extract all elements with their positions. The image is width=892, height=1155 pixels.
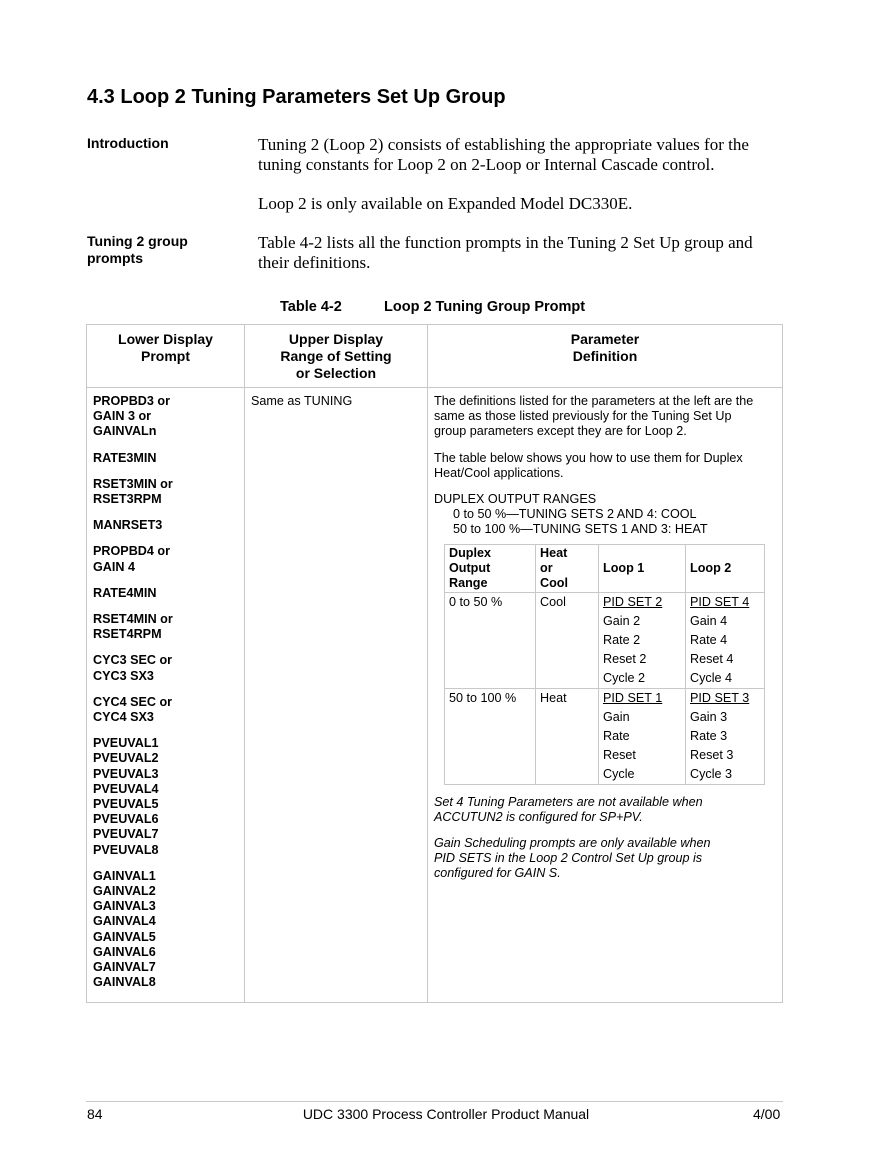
duplex-loop2-values [686, 593, 765, 689]
prompt-name: RSET3MIN or [93, 476, 173, 491]
header-line: or Selection [295, 365, 377, 381]
duplex-header-loop1: Loop 1 [599, 544, 686, 593]
prompt-name: RATE4MIN [93, 585, 157, 600]
definition-paragraph-2 [434, 451, 776, 481]
prompt-name: PVEUVAL5 [93, 797, 159, 812]
prompt-group [93, 518, 238, 533]
text-line: Set 4 Tuning Parameters are not available when [434, 795, 703, 810]
text-line: Gain Scheduling prompts are only available when [434, 835, 711, 850]
header-line: Range of Setting [280, 348, 392, 364]
header-line: Range [449, 576, 488, 591]
prompt-name: GAINVAL5 [93, 929, 156, 944]
cell-text: Cool [540, 595, 566, 610]
text-line: same as those listed previously for the Tuning Set Up [434, 409, 732, 424]
pid-set-label: PID SET 4 [690, 595, 750, 610]
duplex-loop2-values [686, 689, 765, 785]
prompt-name: PVEUVAL3 [93, 766, 159, 781]
cell-text: Reset 2 [603, 652, 647, 667]
duplex-header-row [445, 544, 765, 593]
header-line: Definition [572, 348, 638, 364]
cell-text: Rate 2 [603, 633, 641, 648]
table-row [445, 689, 765, 785]
pid-set-label: PID SET 1 [603, 691, 663, 706]
prompt-name: RSET4MIN or [93, 612, 173, 627]
upper-display-cell: Same as TUNING [245, 388, 428, 1003]
duplex-mode-value [536, 689, 599, 785]
prompt-group [93, 477, 238, 507]
header-upper-display [245, 325, 428, 388]
header-lower-display [87, 325, 245, 388]
prompt-name: CYC3 SEC or [93, 653, 173, 668]
duplex-header-mode [536, 544, 599, 593]
table-caption-title: Loop 2 Tuning Group Prompt [384, 299, 586, 315]
duplex-range-heat: 50 to 100 %—TUNING SETS 1 AND 3: HEAT [453, 522, 708, 537]
manual-title: UDC 3300 Process Controller Product Manual [302, 1106, 590, 1122]
duplex-header-loop2: Loop 2 [686, 544, 765, 593]
prompt-name: GAINVAL2 [93, 884, 156, 899]
prompt-name: PROPBD3 or [93, 394, 170, 408]
header-line: Upper Display [288, 331, 384, 347]
prompt-name: RATE3MIN [93, 450, 157, 465]
prompt-name: RSET3RPM [93, 492, 162, 507]
cell-text: Gain 3 [690, 710, 728, 725]
prompt-name: GAINVAL1 [93, 868, 156, 883]
pid-set-label: PID SET 3 [690, 691, 750, 706]
cell-text: Rate [603, 729, 630, 744]
prompt-group [93, 736, 238, 858]
prompt-name: MANRSET3 [93, 518, 163, 533]
duplex-table [444, 544, 765, 786]
header-line: Heat [540, 545, 568, 560]
prompt-name: CYC4 SEC or [93, 694, 173, 709]
duplex-range-value [445, 593, 536, 689]
prompt-name: GAINVAL7 [93, 960, 156, 975]
prompts-paragraph: Table 4-2 lists all the function prompts in the Tuning 2 Set Up group and their definitions. [258, 233, 753, 272]
duplex-range-cool: 0 to 50 %—TUNING SETS 2 AND 4: COOL [453, 507, 697, 522]
duplex-loop1-values [599, 689, 686, 785]
text-line: configured for GAIN S. [434, 866, 561, 881]
text-line: The table below shows you how to use them for Duplex [434, 450, 743, 465]
note-set4 [434, 795, 776, 825]
prompt-group [93, 451, 238, 466]
duplex-loop1-values [599, 593, 686, 689]
header-line: Lower Display [118, 331, 213, 347]
prompts-heading-line-2: prompts [87, 250, 143, 266]
section-title: 4.3 Loop 2 Tuning Parameters Set Up Group [87, 86, 506, 108]
cell-text: Gain [603, 710, 630, 725]
footer-date: 4/00 [753, 1106, 781, 1122]
cell-text: 50 to 100 % [449, 691, 517, 706]
prompt-name: GAINVAL8 [93, 975, 156, 990]
prompt-name: RSET4RPM [93, 627, 162, 642]
cell-text: Cycle 3 [690, 767, 732, 782]
prompt-name: PVEUVAL2 [93, 751, 159, 766]
intro-heading: Introduction [87, 135, 169, 151]
header-line: Duplex [449, 545, 491, 560]
note-gain-scheduling [434, 836, 776, 882]
prompt-group [93, 695, 238, 725]
prompt-name: GAINVALn [93, 424, 157, 439]
prompt-group [93, 612, 238, 642]
header-line: Cool [540, 576, 568, 591]
cell-text: Cycle 2 [603, 671, 645, 686]
lower-display-cell [87, 388, 245, 1003]
text-line: The definitions listed for the parameters at the left are the [434, 394, 754, 408]
intro-paragraph-1: Tuning 2 (Loop 2) consists of establishing the appropriate values for the tuning constants for Loop 2 on 2-Loop or Internal Cascade control. [258, 135, 749, 174]
duplex-ranges-title: DUPLEX OUTPUT RANGES [434, 492, 597, 507]
cell-text: Cycle 4 [690, 671, 732, 686]
prompt-name: CYC4 SX3 [93, 710, 154, 725]
prompts-heading-line-1: Tuning 2 group [87, 233, 188, 249]
pid-set-label: PID SET 2 [603, 595, 663, 610]
table-header-row [87, 325, 783, 388]
prompt-group [93, 869, 238, 991]
text-line: Heat/Cool applications. [434, 465, 564, 480]
cell-text: Reset 3 [690, 748, 734, 763]
prompt-name: CYC3 SX3 [93, 668, 154, 683]
table-caption-number: Table 4-2 [280, 299, 342, 315]
prompt-name: PVEUVAL4 [93, 781, 159, 796]
intro-paragraph-2: Loop 2 is only available on Expanded Model DC330E. [258, 194, 633, 213]
prompt-name: GAIN 4 [93, 559, 135, 574]
prompt-name: GAIN 3 or [93, 409, 152, 424]
cell-text: Rate 4 [690, 633, 728, 648]
definition-cell [428, 388, 783, 1003]
prompt-group [93, 544, 238, 574]
cell-text: Cycle [603, 767, 635, 782]
prompt-name: PVEUVAL6 [93, 812, 159, 827]
tuning-group-table [86, 324, 783, 1003]
header-line: Output [449, 560, 491, 575]
table-row [445, 593, 765, 689]
prompt-group [93, 394, 238, 440]
prompts-heading [87, 233, 188, 267]
definition-paragraph-1 [434, 394, 776, 440]
cell-text: Reset 4 [690, 652, 734, 667]
duplex-mode-value [536, 593, 599, 689]
text-line: PID SETS in the Loop 2 Control Set Up group is [434, 850, 703, 865]
text-line: group parameters except they are for Loop 2. [434, 424, 687, 439]
text-line: ACCUTUN2 is configured for SP+PV. [434, 810, 643, 825]
table-row [87, 388, 783, 1003]
cell-text: Heat [540, 691, 567, 706]
prompt-name: GAINVAL3 [93, 899, 156, 914]
page-number: 84 [87, 1106, 103, 1122]
prompt-name: PVEUVAL7 [93, 827, 159, 842]
prompt-name: PROPBD4 or [93, 544, 170, 559]
cell-text: Rate 3 [690, 729, 728, 744]
prompt-name: GAINVAL6 [93, 944, 156, 959]
header-parameter-definition [428, 325, 783, 388]
header-line: Parameter [570, 331, 640, 347]
prompt-group [93, 586, 238, 601]
prompt-name: PVEUVAL1 [93, 736, 159, 751]
prompt-group [93, 653, 238, 683]
prompt-name: PVEUVAL8 [93, 842, 159, 857]
cell-text: Reset [603, 748, 636, 763]
footer-divider [86, 1101, 783, 1102]
cell-text: 0 to 50 % [449, 595, 503, 610]
header-line: Prompt [141, 348, 190, 364]
cell-text: Gain 4 [690, 614, 728, 629]
cell-text: Gain 2 [603, 614, 641, 629]
header-line: or [540, 560, 553, 575]
duplex-range-value [445, 689, 536, 785]
duplex-header-range [445, 544, 536, 593]
prompt-name: GAINVAL4 [93, 914, 156, 929]
